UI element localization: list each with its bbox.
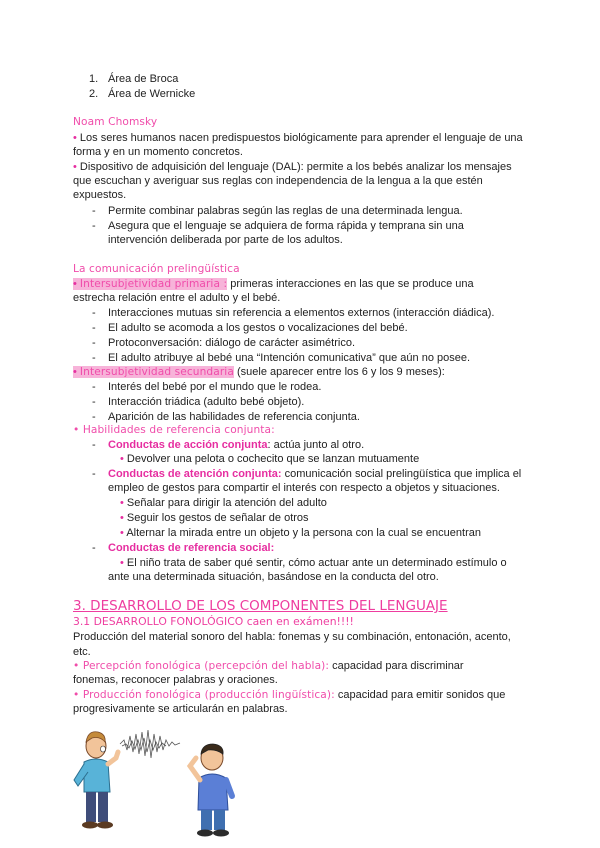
sub-bullet-item: • Seguir los gestos de señalar de otros <box>120 512 309 524</box>
paragraph-line: que escuchan y averiguar sus reglas con independencia de la lengua a la que estén <box>73 175 483 187</box>
list-item: Área de Wernicke <box>108 88 196 100</box>
bullet-icon: • <box>120 527 124 539</box>
highlight-term: Intersubjetividad secundaria <box>79 366 234 378</box>
paragraph-line: Producción del material sonoro del habla: fonemas y su combinación, entonación, acento, <box>73 631 511 643</box>
dash-item-cont: ante una determinada situación, basándose en la conducta del otro. <box>108 571 439 583</box>
dash-item: Conductas de acción conjunta: actúa junto al otro. <box>108 439 365 451</box>
paragraph-line: • Habilidades de referencia conjunta: <box>73 424 275 436</box>
dash-item: Interés del bebé por el mundo que le rodea. <box>108 381 322 393</box>
paragraph-line: etc. <box>73 646 91 658</box>
bullet-icon: • <box>120 497 124 509</box>
listener-person-icon <box>190 744 232 837</box>
bullet-icon: • <box>120 557 124 569</box>
dash-icon: - <box>92 439 96 451</box>
dash-item: Interacciones mutuas sin referencia a elementos externos (interacción diádica). <box>108 307 495 319</box>
list-number: 1. <box>89 73 99 85</box>
paragraph-line: expuestos. <box>73 189 127 201</box>
dash-item: El adulto se acomoda a los gestos o vocalizaciones del bebé. <box>108 322 408 334</box>
dash-icon: - <box>92 322 96 334</box>
dash-icon: - <box>92 337 96 349</box>
paragraph-line: fonemas, reconocer palabras y oraciones. <box>73 674 278 686</box>
paragraph-line: estrecha relación entre el adulto y el bebé. <box>73 292 281 304</box>
dash-item-cont: empleo de gestos para compartir el interés con respecto a objetos y situaciones. <box>108 482 500 494</box>
paragraph-line: • Percepción fonológica (percepción del habla): capacidad para discriminar <box>73 660 464 672</box>
dash-item: Asegura que el lenguaje se adquiera de forma rápida y temprana sin una <box>108 220 464 232</box>
dash-item: Aparición de las habilidades de referencia conjunta. <box>108 411 360 423</box>
paragraph-line: • Dispositivo de adquisición del lenguaje (DAL): permite a los bebés analizar los mensajes <box>73 161 512 173</box>
sub-bullet-item: • Señalar para dirigir la atención del adulto <box>120 497 327 509</box>
dash-icon: - <box>92 468 96 480</box>
speaking-listening-illustration <box>70 722 250 842</box>
section-heading: Noam Chomsky <box>73 116 158 128</box>
dash-item: Conductas de referencia social: <box>108 542 275 554</box>
subsection-title: 3.1 DESARROLLO FONOLÓGICO caen en exámen!!!! <box>73 615 354 628</box>
bullet-icon: • <box>120 453 124 465</box>
bullet-icon: • <box>73 689 80 701</box>
paragraph-line: forma y en un momento concretos. <box>73 146 243 158</box>
dash-item: intervención deliberada por parte de los adultos. <box>108 234 343 246</box>
bullet-icon: • <box>120 512 124 524</box>
bullet-icon: • <box>73 278 77 290</box>
list-number: 2. <box>89 88 99 100</box>
paragraph-line: • Los seres humanos nacen predispuestos biológicamente para aprender el lenguaje de una <box>73 132 523 144</box>
list-item: Área de Broca <box>108 73 179 85</box>
dash-icon: - <box>92 307 96 319</box>
dash-item: Interacción triádica (adulto bebé objeto). <box>108 396 305 408</box>
bullet-icon: • <box>73 424 80 436</box>
dash-icon: - <box>92 381 96 393</box>
paragraph-line: progresivamente se articularán en palabras. <box>73 703 288 715</box>
sub-bullet-item: • Devolver una pelota o cochecito que se lanzan mutuamente <box>120 453 420 465</box>
dash-icon: - <box>92 352 96 364</box>
section-title: 3. DESARROLLO DE LOS COMPONENTES DEL LENGUAJE <box>73 598 448 614</box>
dash-item: Protoconversación: diálogo de carácter asimétrico. <box>108 337 356 349</box>
speaker-person-icon <box>74 732 118 829</box>
bullet-icon: • <box>73 161 77 173</box>
paragraph-line: • Intersubjetividad secundaria (suele aparecer entre los 6 y los 9 meses): <box>73 366 445 378</box>
bullet-icon: • <box>73 660 80 672</box>
dash-icon: - <box>92 396 96 408</box>
sub-bullet-item: • El niño trata de saber qué sentir, cómo actuar ante un determinado estímulo o <box>120 557 507 569</box>
dash-icon: - <box>92 220 96 232</box>
section-heading: La comunicación prelingüística <box>73 263 240 275</box>
dash-icon: - <box>92 542 96 554</box>
paragraph-line: • Producción fonológica (producción lingüística): capacidad para emitir sonidos que <box>73 689 506 701</box>
sub-bullet-item: • Alternar la mirada entre un objeto y la persona con la cual se encuentran <box>120 527 481 539</box>
dash-item: El adulto atribuye al bebé una “Intención comunicativa” que aún no posee. <box>108 352 471 364</box>
dash-item: Permite combinar palabras según las reglas de una determinada lengua. <box>108 205 463 217</box>
bullet-icon: • <box>73 132 77 144</box>
dash-icon: - <box>92 411 96 423</box>
dash-item: Conductas de atención conjunta: comunicación social prelingüística que implica el <box>108 468 522 480</box>
sound-wave-icon <box>120 730 180 758</box>
bullet-icon: • <box>73 366 77 378</box>
paragraph-line: • Intersubjetividad primaria : primeras interacciones en las que se produce una <box>73 278 474 290</box>
dash-icon: - <box>92 205 96 217</box>
highlight-term: Intersubjetividad primaria : <box>79 278 228 290</box>
